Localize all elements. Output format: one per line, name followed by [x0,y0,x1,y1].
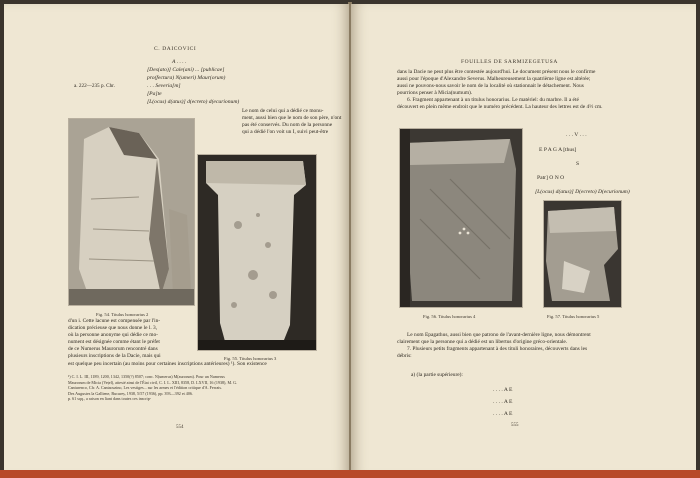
left-body-top [242,108,342,136]
left-page [4,4,349,476]
left-body-continuation: est quelque peu incertain (au moins pour certaines inscriptions antérieures) ¹). Son existence [68,361,267,367]
ae-line-1: . . . . A E [493,387,513,393]
right-body-top [397,69,667,112]
fig-57-photo [543,200,622,308]
text-line: Le nom Epagathus, aussi bien que patrono de l'avant-dernière ligne, nous démontrent [407,332,591,338]
text-line: 6. Fragment appartenant à un titulus honorarius. Le matériel: du marbre. Il a été [407,97,579,104]
fig-55-photo [197,154,317,351]
fig-57-caption: Fig. 57. Titulus honorarius 5 [547,314,600,319]
left-body-bottom [68,318,196,361]
ae-line-3: . . . . A E [493,411,513,417]
text-line: dans la Dacie ne peut plus être contestée aujourd'hui. Le document présent nous le confirme [397,69,596,75]
footnote-line: ¹) C. I. L. III, 1189, 1200, 1342, 1350(?) 8507; conc. N(umerus) M(aurorum). Pour un Numerus [68,374,225,379]
fig-55-caption: Fig. 55. Titulus honorarius 3 [224,356,277,361]
right-inscription-line-1: . . . V . . . [566,132,587,138]
text-line: où la personne anonyme qui dédie ce mo- [68,332,158,339]
book-edge [0,470,700,478]
right-inscription-line-2: E P A G A [thus] [539,147,577,153]
date-label: a. 222—235 p. Chr. [74,83,115,89]
right-inscription-line-3: S [576,161,580,167]
text-line: 7. Plusieurs petits fragments appartenant à des tituli honoraires, découverts dans les [407,346,588,353]
text-line: de ce Numerus Maurorum rencontré dans [68,346,158,353]
fig-54-caption: Fig. 54. Titulus honorarius 2 [96,312,149,317]
text-line: débris: [397,353,412,360]
left-running-head: C. DAICOVICI [154,46,197,52]
footnote-line: p. 61 sqq., a raison en liant dans toutes ces inscrip- [68,396,152,402]
left-footnotes [68,374,318,402]
text-line: découvert en plein même endroit que le numéro précédent. La hauteur des lettres est de 4½ cm. [397,104,603,111]
inscription-line-2: [Des(ato)] Cale(ani) ... [publicae] [147,67,225,73]
footnote-line: Canturenco, Cfr. A. Cantacuzino, Les vestiges... sur les armes et l'édition critique d'A. Ferrais. [68,385,223,391]
right-running-head: FOUILLES DE SARMIZEGETUSA [461,59,558,65]
text-line: aussi pour l'époque d'Alexandre Severus. Malheureusement la quatrième ligne est altérée; [397,76,591,83]
inscription-line-3: pro(fectura) N(umeri) Maur(orum) [147,75,226,81]
right-page [351,4,696,476]
left-page-number: 554 [176,425,184,430]
text-line: pourrions penser à Micia(numum). [397,90,473,97]
right-inscription-line-4: Patr] O N O [537,175,565,181]
right-page-number: 555 [511,423,519,428]
fig-56-photo [399,128,523,308]
inscription-line-6: [L(ocus) d(atus)] d(ecreto) d(ecurionum) [147,99,240,105]
inscription-line-5: [Pa]te [147,91,162,97]
ae-line-2: . . . . A E [493,399,513,405]
footnote-line: Des Augustes la Galliene, Bucureș, 1938, 5/57 (1936), pp. 393—392 et 406. [68,390,193,396]
fig-54-photo [68,118,195,306]
text-line: qui a dédié l'on voit un I, suivi peut-être [242,129,329,136]
text-line: d'un i. Cette lacune est compensée par l'in- [68,318,161,324]
text-line: plusieurs inscriptions de la Dacie, mais qui [68,353,161,360]
text-line: ment, aussi bien que le nom de son père, n'ont [242,115,342,122]
text-line: dication précieuse que nous donne le l. 3, [68,325,158,332]
text-line: nument est désignée comme étant le préfet [68,339,160,346]
text-line: pas été conservés. Du nom de la personne [242,122,333,129]
fig-56-caption: Fig. 56. Titulus honorarius 4 [423,314,476,319]
inscription-line-4: . . . Severia[m] [147,83,181,89]
text-line: clairement que la personne qui a dédié est un libertus d'origine gréco-orientale. [397,339,568,346]
right-inscription-line-5: [L(ocus) d(atus)] D(ecreto) D(ecurionum) [535,189,630,195]
inscription-line-1: A . . . . [172,59,187,65]
text-line: Le nom de celui qui a dédié ce monu- [242,108,324,114]
subitem-a: a) (la partie supérieure): [411,372,463,378]
right-body-bottom [397,332,667,360]
text-line: aussi ne pouvons-nous savoir le nom de la localité où stationnait le détachement. Nous [397,83,584,90]
footnote-line: Maurorum de Micia (Vețel), attesté ainsi de l'État civil, C. I. L. XIII, 8358, D. LXVII, 16 (1938), M. G. [68,379,238,385]
